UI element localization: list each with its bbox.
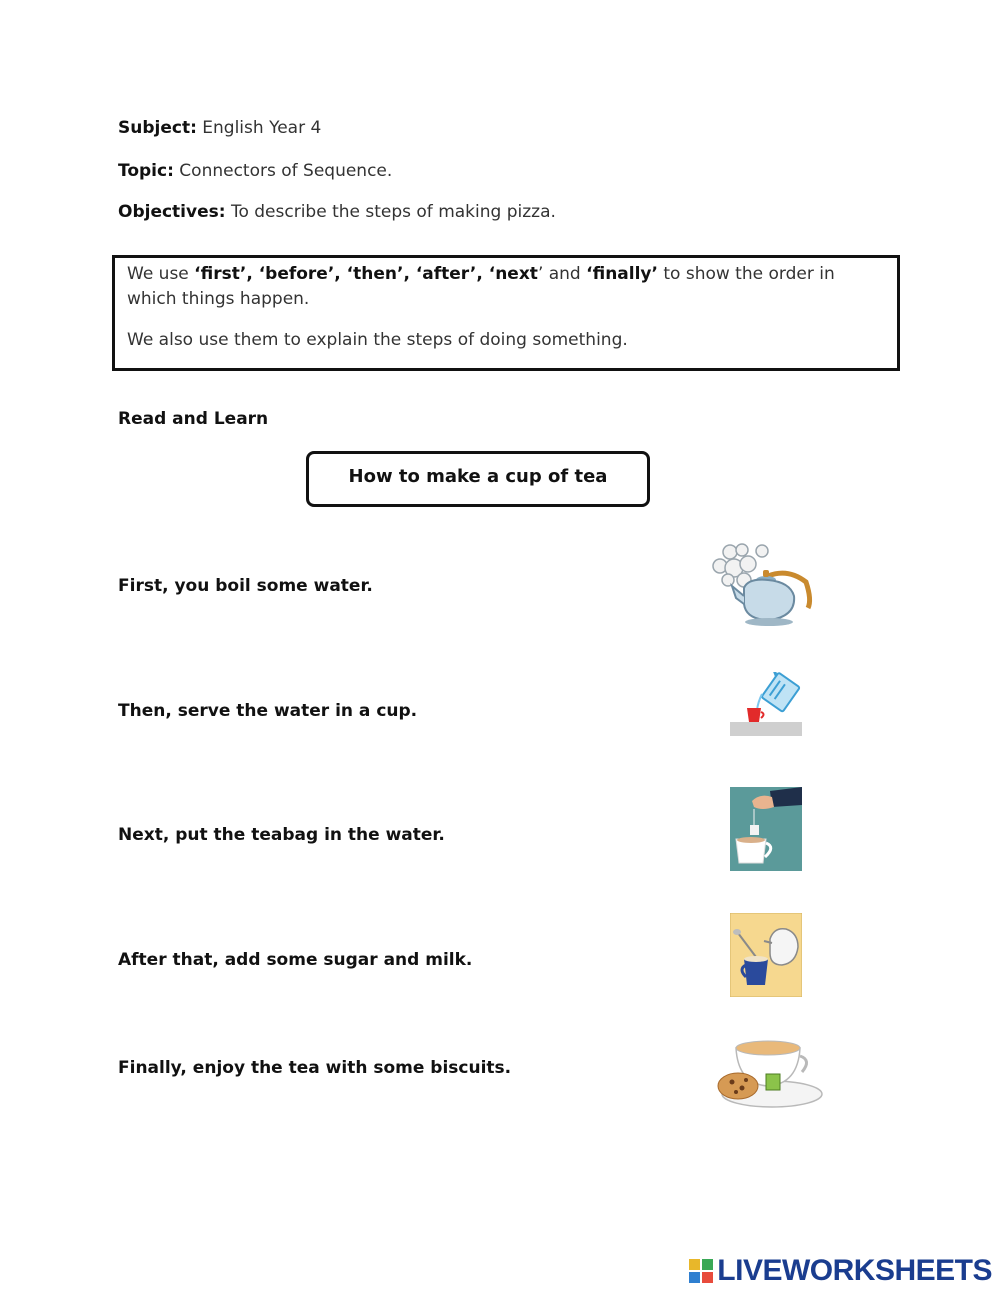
recipe-title: How to make a cup of tea <box>348 466 608 487</box>
subject-line <box>118 118 321 138</box>
step-text-1: First, you boil some water. <box>118 576 373 596</box>
objectives-value: To describe the steps of making pizza. <box>230 202 556 222</box>
liveworksheets-logo <box>689 1254 992 1288</box>
objectives-line <box>118 202 556 222</box>
recipe-title-box <box>306 451 650 507</box>
topic-line <box>118 161 392 181</box>
section-title: Read and Learn <box>118 409 269 429</box>
info-text: to show the order in which things happen. <box>127 264 835 309</box>
subject-label: Subject: <box>118 118 197 138</box>
step-text-5: Finally, enjoy the tea with some biscuits. <box>118 1058 512 1078</box>
brand-name: LIVEWORKSHEETS <box>717 1254 992 1287</box>
info-paragraph-1 <box>127 262 885 312</box>
connector-finally: ‘finally’ <box>586 264 658 284</box>
teabag-icon <box>730 787 802 871</box>
logo-blocks-icon <box>689 1259 713 1283</box>
step-text-3: Next, put the teabag in the water. <box>118 825 445 845</box>
connectors-info-box <box>112 255 900 371</box>
info-text: We use <box>127 264 195 284</box>
step-text-2: Then, serve the water in a cup. <box>118 701 418 721</box>
objectives-label: Objectives: <box>118 202 226 222</box>
info-text: ’ and <box>537 264 587 284</box>
tea-biscuits-icon <box>712 1036 824 1112</box>
sugar-milk-icon <box>730 913 802 997</box>
pouring-water-icon <box>730 672 804 738</box>
topic-value: Connectors of Sequence. <box>179 161 393 181</box>
connector-words: ‘first’, ‘before’, ‘then’, ‘after’, ‘next <box>194 264 538 284</box>
info-paragraph-2: We also use them to explain the steps of doing something. <box>127 330 628 350</box>
topic-label: Topic: <box>118 161 174 181</box>
step-text-4: After that, add some sugar and milk. <box>118 950 473 970</box>
subject-value: English Year 4 <box>202 118 322 138</box>
kettle-icon <box>708 542 818 630</box>
